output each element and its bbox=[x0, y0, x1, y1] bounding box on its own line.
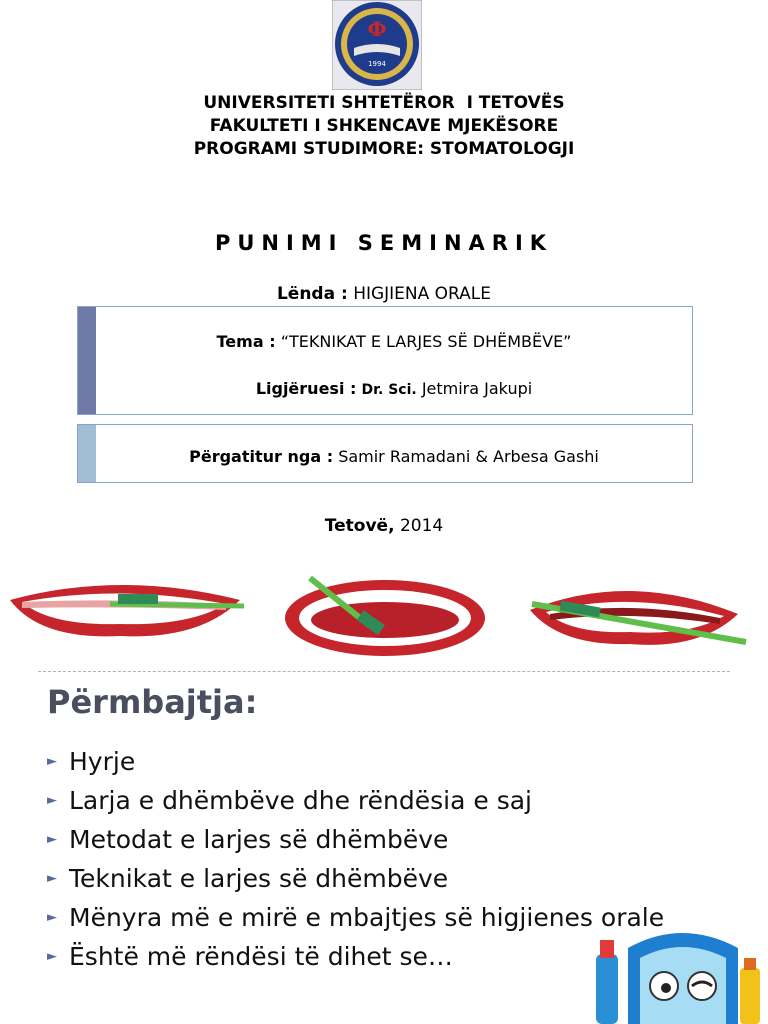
bullet-arrow-icon: ► bbox=[47, 949, 57, 964]
year: 2014 bbox=[399, 516, 444, 536]
bullet-arrow-icon: ► bbox=[47, 910, 57, 925]
authors-line bbox=[96, 447, 692, 466]
topic-label: Tema : bbox=[216, 332, 276, 351]
contents-heading: Përmbajtja: bbox=[47, 683, 258, 721]
svg-text:1994: 1994 bbox=[368, 60, 386, 68]
mentor-line bbox=[96, 379, 692, 398]
list-item: ► Metodat e larjes së dhëmbëve bbox=[47, 825, 449, 854]
list-item: ► Larja e dhëmbëve dhe rëndësia e saj bbox=[47, 786, 532, 815]
mouth-brushing-illustration-2 bbox=[280, 570, 490, 660]
document-title: PUNIMI SEMINARIK bbox=[214, 231, 554, 255]
mentor-name: Jetmira Jakupi bbox=[421, 379, 533, 398]
bullet-arrow-icon: ► bbox=[47, 793, 57, 808]
mouth-brushing-illustration-3 bbox=[520, 570, 748, 660]
university-name: UNIVERSITETI SHTETËROR I TETOVËS bbox=[203, 93, 565, 113]
cartoon-tooth-icon bbox=[592, 928, 768, 1024]
bullet-arrow-icon: ► bbox=[47, 754, 57, 769]
subject-value: HIGJIENA ORALE bbox=[353, 284, 492, 304]
faculty-name: FAKULTETI I SHKENCAVE MJEKËSORE bbox=[209, 116, 559, 136]
authors-box-accent bbox=[78, 425, 96, 482]
bullet-arrow-icon: ► bbox=[47, 871, 57, 886]
section-divider bbox=[38, 671, 730, 672]
list-item: ► Teknikat e larjes së dhëmbëve bbox=[47, 864, 449, 893]
topic-line bbox=[96, 332, 692, 351]
bullet-arrow-icon: ► bbox=[47, 832, 57, 847]
subject-line bbox=[0, 284, 768, 304]
list-item: ► Hyrje bbox=[47, 747, 136, 776]
list-item: ► Është më rëndësi të dihet se… bbox=[47, 942, 453, 971]
mentor-title: Dr. Sci. bbox=[361, 382, 417, 398]
mouth-brushing-illustration-1 bbox=[0, 570, 246, 660]
mentor-label: Ligjëruesi : bbox=[255, 379, 357, 398]
topic-value: “TEKNIKAT E LARJES SË DHËMBËVE” bbox=[280, 332, 572, 351]
svg-text:Ф: Ф bbox=[367, 17, 387, 41]
university-header bbox=[0, 92, 768, 161]
place-date bbox=[0, 516, 768, 536]
authors-box bbox=[77, 424, 693, 483]
topic-box bbox=[77, 306, 693, 415]
authors-value: Samir Ramadani & Arbesa Gashi bbox=[338, 447, 599, 466]
list-item: ► Mënyra më e mirë e mbajtjes së higjienes orale bbox=[47, 903, 665, 932]
program-name: PROGRAMI STUDIMORE: STOMATOLOGJI bbox=[193, 139, 575, 159]
university-seal-logo bbox=[332, 0, 422, 90]
authors-label: Përgatitur nga : bbox=[189, 447, 334, 466]
place: Tetovë, bbox=[324, 516, 395, 536]
subject-label: Lënda : bbox=[276, 284, 348, 304]
topic-box-accent bbox=[78, 307, 96, 414]
contents-list bbox=[47, 746, 667, 980]
